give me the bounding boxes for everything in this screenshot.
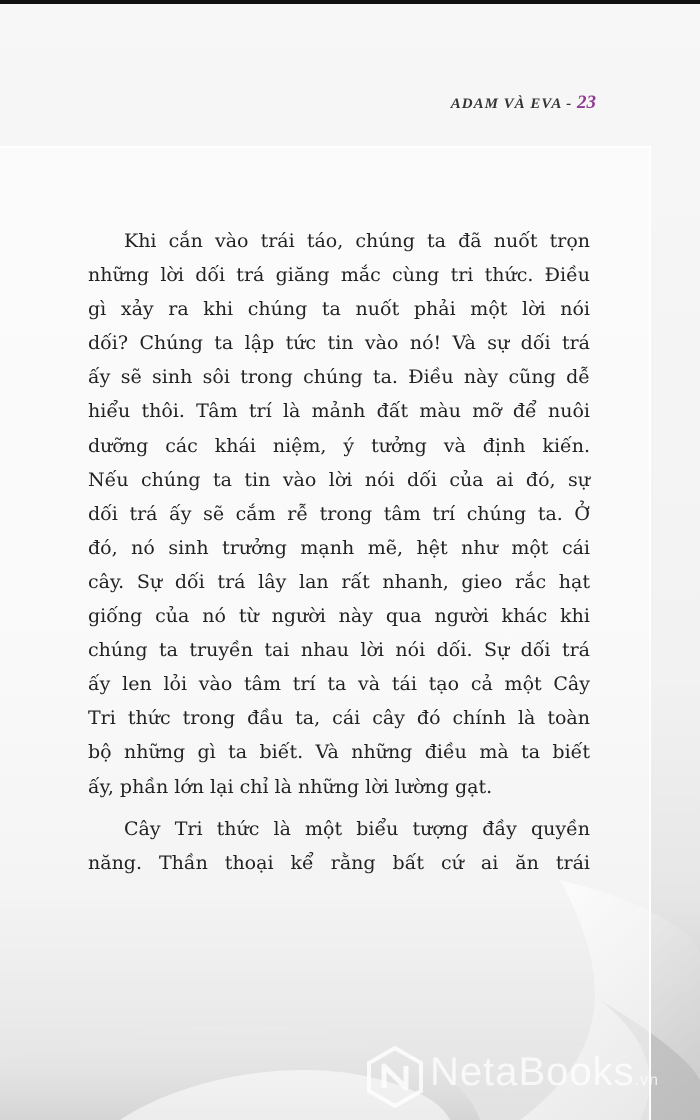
text-line: năng. Thần thoại kể rằng bất cứ ai ăn trái	[88, 851, 590, 874]
text-line: những lời dối trá giăng mắc cùng tri thức. Điều	[88, 264, 590, 287]
text-line: giống của nó từ người này qua người khác khi	[88, 605, 590, 628]
paragraph-gap	[88, 804, 590, 812]
text-line: Khi cắn vào trái táo, chúng ta đã nuốt trọn	[124, 230, 590, 252]
text-line: chúng ta truyền tai nhau lời nói dối. Sự dối trá	[88, 639, 590, 662]
paragraph-1	[88, 224, 590, 804]
running-head-separator: -	[566, 96, 573, 112]
text-line: Tri thức trong đầu ta, cái cây đó chính là toàn	[88, 707, 590, 730]
text-line: cây. Sự dối trá lây lan rất nhanh, gieo rắc hạt	[88, 570, 590, 593]
body-text	[88, 224, 590, 880]
running-head	[451, 92, 596, 114]
text-line: dưỡng các khái niệm, ý tưởng và định kiến.	[88, 434, 590, 457]
paragraph-2	[88, 812, 590, 880]
text-line: Nếu chúng ta tin vào lời nói dối của ai đó, sự	[88, 468, 590, 491]
text-line: ấy len lỏi vào tâm trí ta và tái tạo cả một Cây	[88, 673, 590, 696]
text-line: đó, nó sinh trưởng mạnh mẽ, hệt như một cái	[88, 536, 590, 559]
text-line: hiểu thôi. Tâm trí là mảnh đất màu mỡ để nuôi	[88, 400, 590, 423]
watermark-suffix: .vn	[634, 1072, 660, 1089]
text-line: ấy sẽ sinh sôi trong chúng ta. Điều này cũng dễ	[88, 366, 590, 389]
text-line: ấy, phần lớn lại chỉ là những lời lường gạt.	[88, 775, 493, 798]
watermark-text	[430, 1050, 659, 1095]
netabooks-logo-icon	[366, 1046, 424, 1108]
page-number: 23	[577, 92, 596, 113]
text-line: dối? Chúng ta lập tức tin vào nó! Và sự dối trá	[88, 332, 590, 355]
running-title: ADAM VÀ EVA	[450, 96, 562, 112]
text-line: gì xảy ra khi chúng ta nuốt phải một lời nói	[88, 298, 590, 321]
watermark-brand: NetaBooks	[430, 1050, 635, 1094]
watermark	[366, 1044, 700, 1114]
text-line: Cây Tri thức là một biểu tượng đầy quyền	[124, 817, 590, 840]
text-line: bộ những gì ta biết. Và những điều mà ta biết	[88, 741, 590, 764]
text-line: dối trá ấy sẽ cắm rễ trong tâm trí chúng ta. Ở	[88, 502, 590, 525]
